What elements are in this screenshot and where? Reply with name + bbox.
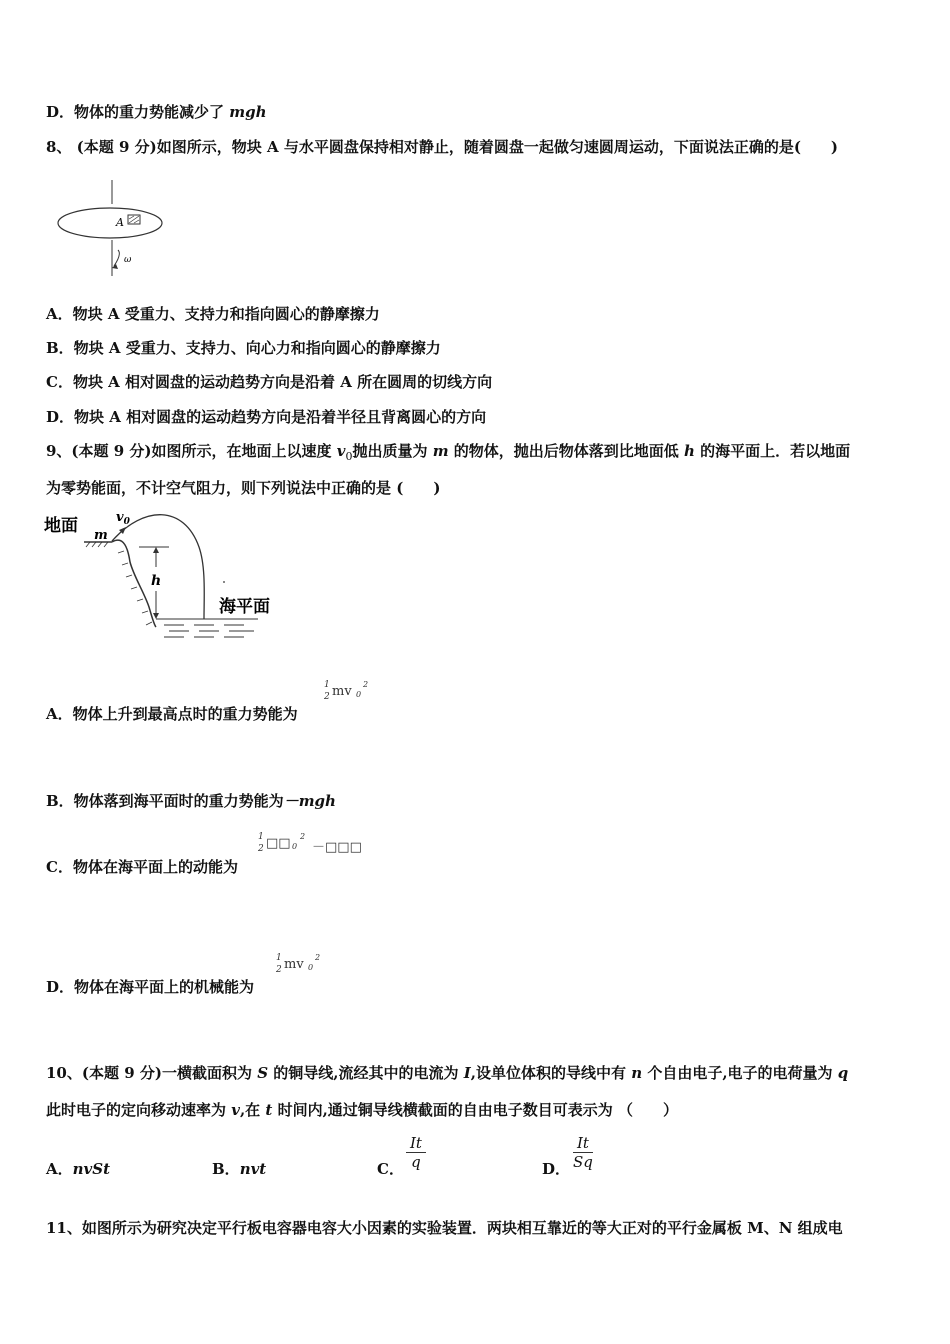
label-a: A xyxy=(116,216,124,229)
q10-option-b: B．nvt xyxy=(212,1160,267,1178)
q9-figure xyxy=(44,507,284,645)
label-omega: ω xyxy=(124,255,132,265)
q9-option-d-formula: 1 2 mv 0 2 xyxy=(276,953,321,975)
q10-option-d-fraction: $\frac{It}{Sq}$ xyxy=(573,1134,593,1171)
q9-option-c: C．物体在海平面上的动能为 xyxy=(46,858,238,876)
q8-option-d: D．物块 A 相对圆盘的运动趋势方向是沿着半径且背离圆心的方向 xyxy=(46,408,487,426)
q11-stem: 11、如图所示为研究决定平行板电容器电容大小因素的实验装置．两块相互靠近的等大正对的平行金属板 M、N 组成电 xyxy=(46,1219,843,1237)
h-label: h xyxy=(151,573,162,589)
rotation-arrow-icon xyxy=(114,250,119,266)
sea-level-label: 海平面 xyxy=(219,597,270,617)
q10-option-a: A．nvSt xyxy=(46,1160,111,1178)
q9-option-a-formula: 1 2 mv 0 2 xyxy=(324,680,369,702)
q10-option-c-label: C． xyxy=(377,1160,404,1178)
q10-option-c-fraction: $\frac{It}{q}$ xyxy=(406,1134,426,1171)
q9-option-b: B．物体落到海平面时的重力势能为－mgh xyxy=(46,792,336,810)
q10-stem-line2: 此时电子的定向移动速率为 v,在 t 时间内,通过铜导线横截面的自由电子数目可表示为 （ ） xyxy=(46,1101,679,1119)
q10-stem-line1: 10、(本题 9 分)一横截面积为 S 的铜导线,流经其中的电流为 I,设单位体积的导线中有 n 个自由电子,电子的电荷量为 q xyxy=(46,1064,849,1082)
q8-option-a: A．物块 A 受重力、支持力和指向圆心的静摩擦力 xyxy=(46,305,380,323)
q9-option-d: D．物体在海平面上的机械能为 xyxy=(46,978,255,996)
q8-figure xyxy=(52,178,172,278)
q7-option-d-var: mgh xyxy=(229,103,267,121)
q8-stem: 8、 (本题 9 分)如图所示，物块 A 与水平圆盘保持相对静止，随着圆盘一起做匀速圆周运动，下面说法正确的是( ) xyxy=(46,138,839,156)
v0-label: $v_0$ xyxy=(116,510,130,527)
q9-stem-line2: 为零势能面，不计空气阻力，则下列说法中正确的是 ( ) xyxy=(46,479,441,497)
q7-option-d: D．物体的重力势能减少了 mgh xyxy=(46,103,267,121)
ground-label: 地面 xyxy=(44,516,78,536)
q8-option-b: B．物块 A 受重力、支持力、向心力和指向圆心的静摩擦力 xyxy=(46,339,441,357)
q10-option-d-label: D． xyxy=(542,1160,571,1178)
m-label: m xyxy=(94,528,108,543)
q8-option-c: C．物块 A 相对圆盘的运动趋势方向是沿着 A 所在圆周的切线方向 xyxy=(46,373,493,391)
q9-option-c-formula: 1 2 □□ 0 2 －□□□ xyxy=(258,832,362,855)
q9-option-a: A．物体上升到最高点时的重力势能为 xyxy=(46,705,298,723)
q9-stem-line1: 9、(本题 9 分)如图所示，在地面上以速度 $v_0$抛出质量为 m 的物体，抛出后物体落到比地面低 h 的海平面上．若以地面 xyxy=(46,442,851,463)
